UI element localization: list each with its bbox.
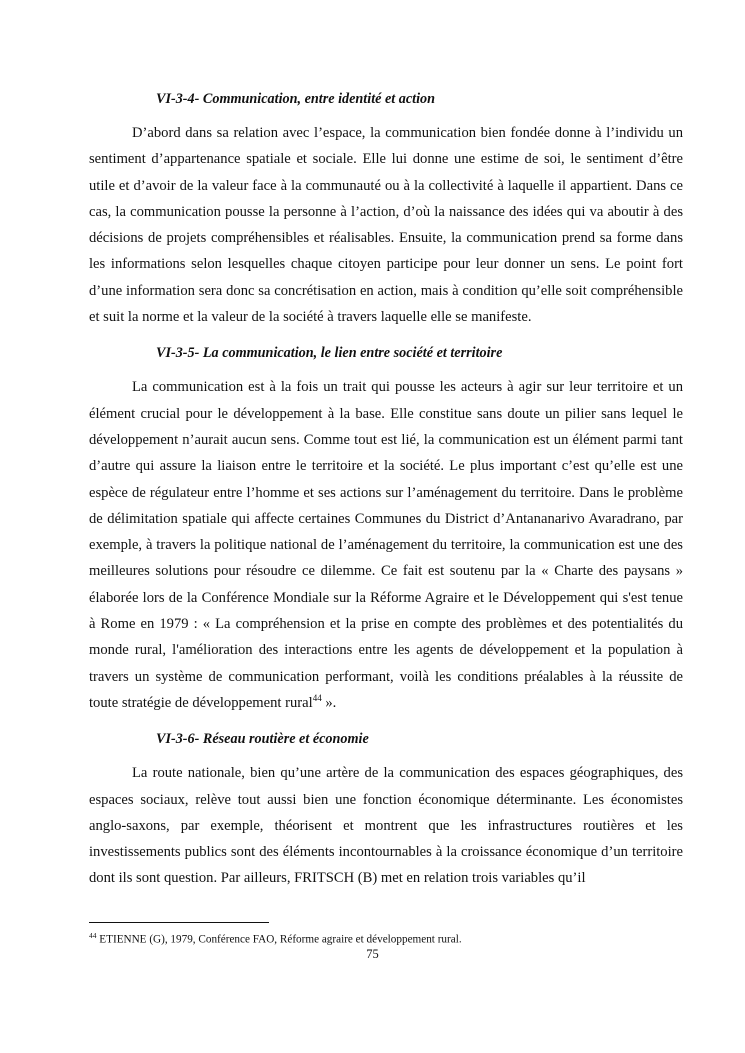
paragraph-vi-3-5-end: ». [321, 694, 337, 711]
footnote-divider [89, 922, 269, 923]
footnote [89, 929, 683, 947]
footnote-text: ETIENNE (G), 1979, Conférence FAO, Réforme agraire et développement rural. [96, 933, 462, 946]
paragraph-vi-3-6: La route nationale, bien qu’une artère de la communication des espaces géographiques, des espaces sociaux, relève tout aussi bien une fonction économique déterminante. Les économistes anglo-saxons, par exemple, théorisent et montrent que les infrastructures routières et les investissements publics sont des éléments incontournables à la croissance économique d’un territoire dont ils sont question. Par ailleurs, FRITSCH (B) met en relation trois variables qu’il [89, 765, 683, 887]
paragraph-vi-3-5-text: La communication est à la fois un trait qui pousse les acteurs à agir sur leur territoire et un élément crucial pour le développement à la base. Elle constitue sans doute un pilier sans lequel le développement n’aurait aucun sens. Comme tout est lié, la communication est un élément parmi tant d’autre qui assure la liaison entre le territoire et la société. Le plus important c’est qu’elle est une espèce de régulateur entre l’homme et ses actions sur l’aménagement du territoire. Dans le problème de délimitation spatiale qui affecte certaines Communes du District d’Antananarivo Avaradrano, par exemple, à travers la politique national de l’aménagement du territoire, la communication est une des meilleures solutions pour résoudre ce dilemme. Ce fait est soutenu par la « Charte des paysans » élaborée lors de la Conférence Mondiale sur la Réforme Agraire et le Développement qui s'est tenue à Rome en 1979 : « La compréhension et la prise en compte des problèmes et des potentialités du monde rural, l'amélioration des interactions entre les agents de développement et la population à travers un système de communication performant, voilà les conditions préalables à la réussite de toute stratégie de développement rural [89, 379, 683, 711]
footnote-number: 44 [89, 931, 97, 940]
footnote-reference[interactable]: 44 [312, 693, 322, 704]
paragraph-vi-3-5 [89, 374, 683, 716]
page-body [89, 86, 683, 892]
section-heading-vi-3-6: VI-3-6- Réseau routière et économie [156, 731, 369, 748]
page-number: 75 [366, 947, 379, 961]
section-heading-vi-3-5: VI-3-5- La communication, le lien entre société et territoire [156, 345, 503, 362]
section-heading-vi-3-4: VI-3-4- Communication, entre identité et action [156, 91, 436, 107]
paragraph-vi-3-4: D’abord dans sa relation avec l’espace, la communication bien fondée donne à l’individu un sentiment d’appartenance spatiale et sociale. Elle lui donne une estime de soi, le sentiment d’être utile et d’avoir de la valeur face à la communauté ou à la collectivité à laquelle il appartient. Dans ce cas, la communication pousse la personne à l’action, d’où la naissance des idées qui va aboutir à des décisions de projets compréhensibles et réalisables. Ensuite, la communication prend sa forme dans les informations selon lesquelles chaque citoyen participe pour leur donner un sens. Le point fort d’une information sera donc sa concrétisation en action, mais à condition qu’elle soit compréhensible et suit la norme et la valeur de la société à travers laquelle elle se manifeste. [89, 125, 683, 326]
